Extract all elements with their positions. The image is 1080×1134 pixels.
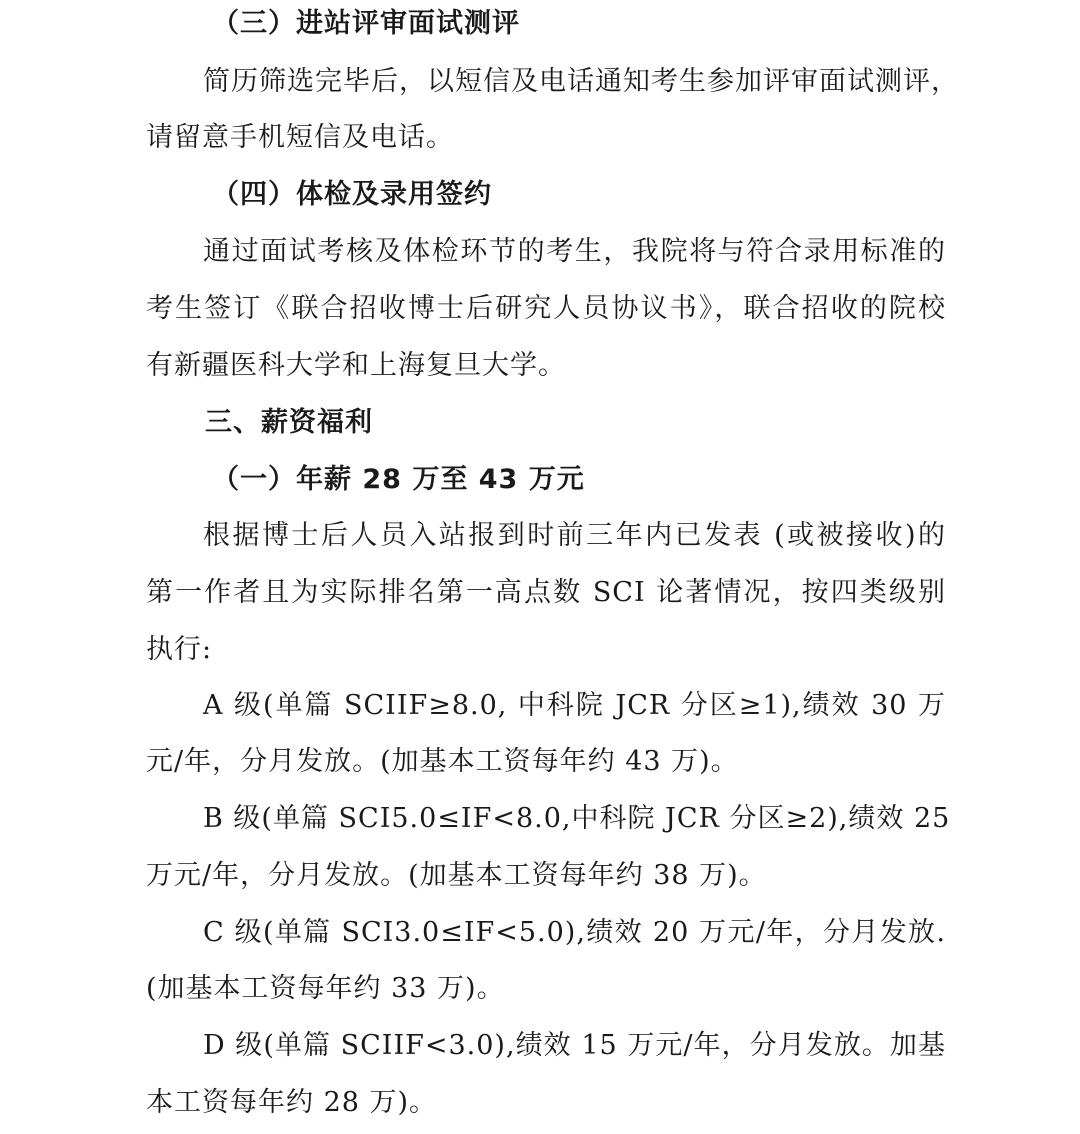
part-heading-salary-benefits: 三、薪资福利 bbox=[205, 407, 373, 438]
paragraph-line: 有新疆医科大学和上海复旦大学。 bbox=[146, 350, 566, 381]
paragraph-line: 根据博士后人员入站报到时前三年内已发表 (或被接收)的 bbox=[203, 520, 946, 551]
level-a-line: A 级(单篇 SCIIF≥8.0, 中科院 JCR 分区≥1),绩效 30 万 bbox=[203, 690, 946, 721]
paragraph-line: 执行: bbox=[146, 634, 213, 665]
paragraph-line: 考生签订《联合招收博士后研究人员协议书》，联合招收的院校 bbox=[146, 293, 946, 324]
level-b-line: 万元/年，分月发放。(加基本工资每年约 38 万)。 bbox=[146, 860, 767, 891]
level-d-line: 本工资每年约 28 万)。 bbox=[146, 1087, 438, 1118]
level-c-line: (加基本工资每年约 33 万)。 bbox=[146, 973, 505, 1004]
paragraph-line: 第一作者且为实际排名第一高点数 SCI 论著情况，按四类级别 bbox=[146, 577, 946, 608]
level-b-line: B 级(单篇 SCI5.0≤IF<8.0,中科院 JCR 分区≥2),绩效 25 bbox=[203, 803, 951, 834]
subsection-heading-annual-salary: （一）年薪 28 万至 43 万元 bbox=[212, 464, 585, 495]
paragraph-line: 请留意手机短信及电话。 bbox=[146, 122, 454, 153]
level-a-line: 元/年，分月发放。(加基本工资每年约 43 万)。 bbox=[146, 746, 739, 777]
section-heading-interview: （三）进站评审面试测评 bbox=[212, 8, 520, 39]
paragraph-line: 通过面试考核及体检环节的考生，我院将与符合录用标准的 bbox=[203, 236, 946, 267]
section-heading-medical-signing: （四）体检及录用签约 bbox=[212, 179, 492, 210]
paragraph-line: 简历筛选完毕后，以短信及电话通知考生参加评审面试测评， bbox=[203, 66, 959, 97]
level-d-line: D 级(单篇 SCIIF<3.0),绩效 15 万元/年，分月发放。加基 bbox=[203, 1030, 946, 1061]
level-c-line: C 级(单篇 SCI3.0≤IF<5.0),绩效 20 万元/年，分月发放. bbox=[203, 917, 946, 948]
